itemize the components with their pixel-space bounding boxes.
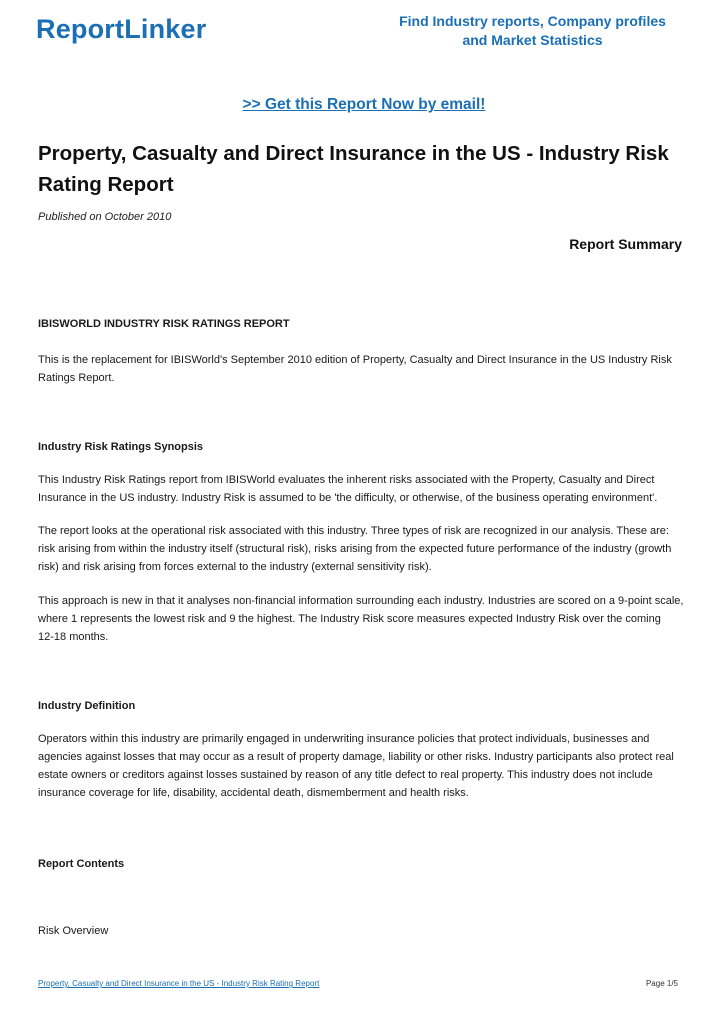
report-summary-heading: Report Summary [569,236,682,252]
paragraph-line: Insurance in the US industry. Industry Risk is assumed to be 'the difficulty, or otherwise, of the business operating environment'. [38,492,658,504]
reportlinker-logo[interactable]: ReportLinker [36,14,207,44]
paragraph-line: This Industry Risk Ratings report from IBISWorld evaluates the inherent risks associated with the Property, Casualty and Direct [38,474,655,486]
section-heading-contents: Report Contents [38,858,125,870]
contents-item-risk-overview: Risk Overview [38,925,109,937]
section-heading-ibisworld: IBISWORLD INDUSTRY RISK RATINGS REPORT [38,318,290,330]
paragraph-line: The report looks at the operational risk associated with this industry. Three types of risk are recognized in our analysis. These are: [38,525,669,537]
paragraph-line: This is the replacement for IBISWorld's September 2010 edition of Property, Casualty and Direct Insurance in the US Industry Risk [38,354,672,366]
paragraph-line: insurance coverage for life, disability, accidental death, dismemberment and health risks. [38,787,469,799]
section-heading-definition: Industry Definition [38,700,136,712]
paragraph-synopsis-2 [38,522,686,576]
paragraph-line: agencies against losses that may occur as a result of property damage, liability or other risks. Industry participants also protect real [38,751,674,763]
section-heading-synopsis: Industry Risk Ratings Synopsis [38,441,204,453]
paragraph-line: Operators within this industry are primarily engaged in underwriting insurance policies that protect individuals, businesses and [38,733,650,745]
tagline-line-2: and Market Statistics [462,32,603,48]
report-title-line-2: Rating Report [38,173,174,196]
report-title-line-1: Property, Casualty and Direct Insurance in the US - Industry Risk [38,142,669,165]
paragraph-line: where 1 represents the lowest risk and 9 the highest. The Industry Risk score measures expected Industry Risk over the coming [38,613,661,625]
footer-report-link[interactable]: Property, Casualty and Direct Insurance in the US - Industry Risk Rating Report [38,979,320,988]
paragraph-line: 12-18 months. [38,631,109,643]
paragraph-synopsis-1 [38,471,686,507]
paragraph-line: This approach is new in that it analyses non-financial information surrounding each industry. Industries are scored on a 9-point scale, [38,595,684,607]
paragraph-line: estate owners or creditors against losses sustained by reason of any title defect to real property. This industry does not include [38,769,653,781]
paragraph-line: risk arising from within the industry itself (structural risk), risks arising from the expected future performance of the industry (growth [38,543,672,555]
tagline-line-1: Find Industry reports, Company profiles [399,13,666,29]
paragraph-line: risk) and risk arising from forces external to the industry (external sensitivity risk). [38,561,432,573]
header-tagline [380,12,685,50]
page-number: Page 1/5 [645,979,678,988]
report-title [38,138,682,200]
get-report-email-link[interactable]: >> Get this Report Now by email! [242,96,486,113]
paragraph-replacement [38,351,686,387]
paragraph-synopsis-3 [38,592,686,646]
paragraph-line: Ratings Report. [38,372,115,384]
published-date: Published on October 2010 [38,211,172,223]
paragraph-definition [38,730,686,802]
